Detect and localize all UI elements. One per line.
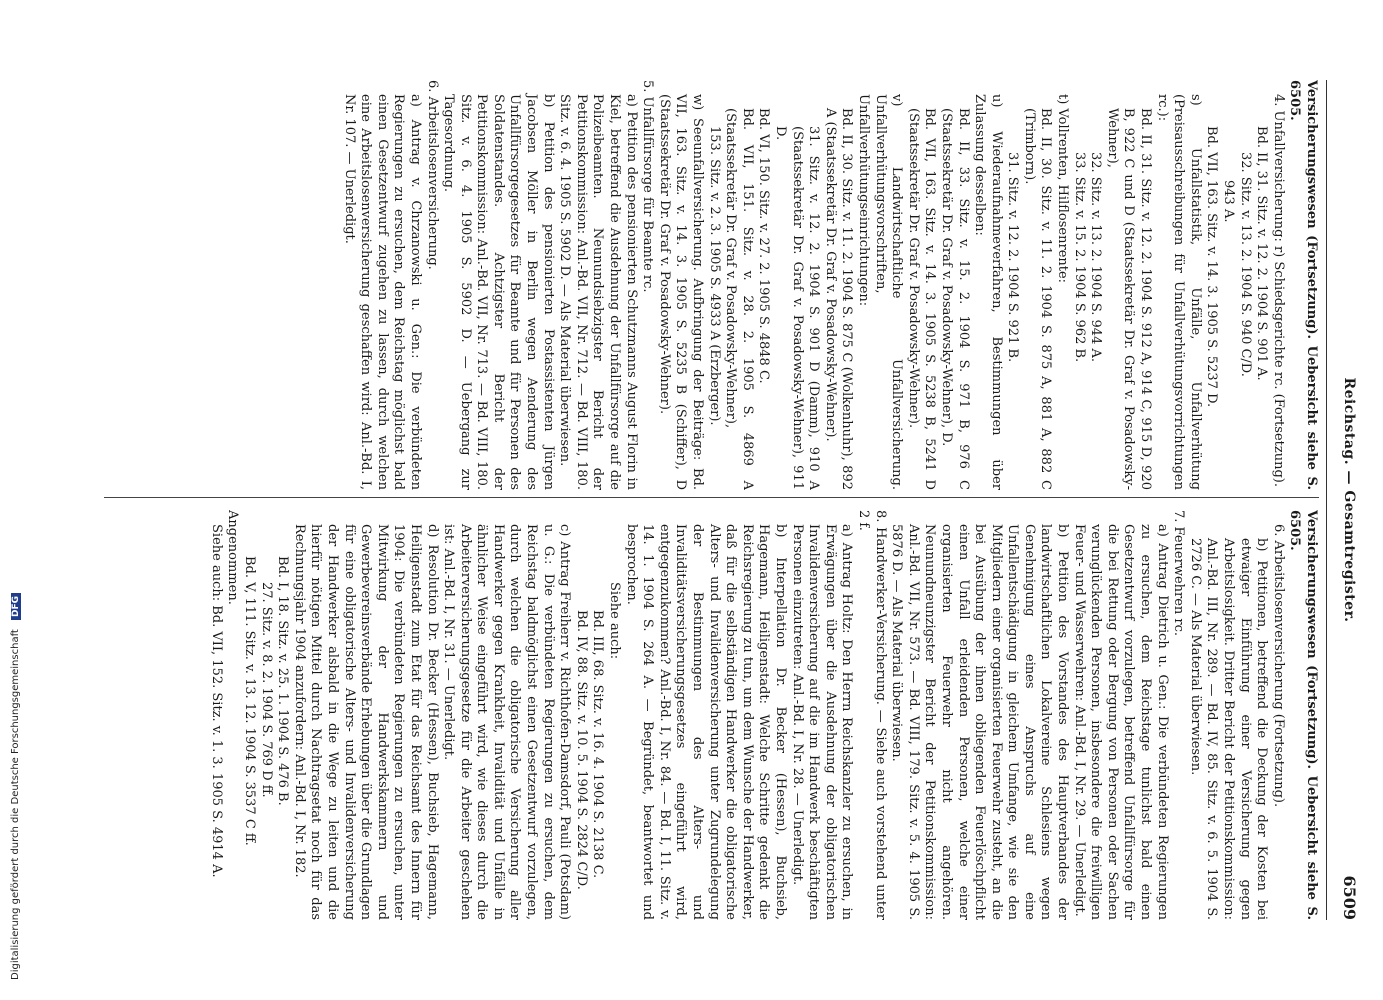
- register-entry: a) Petition des pensionierten Schutzmanns August Florin in Kiel, betreffend die Ausdehnung der Unfallfürsorge auf die Polizeibeamten. Neunundsiebzigster Bericht der Petitionskommission: Anl.-Bd. VII, Nr. 712. — Bd. VIII, 180. Sitz. v. 6. 4. 1905 S. 5902 D. — Als Material überwiesen.: [557, 94, 639, 490]
- register-entry: 32. Sitz. v. 13. 2. 1904 S. 940 C/D.: [1237, 152, 1253, 377]
- register-entry: a) Antrag Holtz: Den Herrn Reichskanzler zu ersuchen, in Erwägungen über die Ausdehnung der obligatorischen Invalidenversicherung auf die im Handwerk beschäftigten Personen einzutreten: Anl.-Bd. I, Nr. 28. — Unerledigt.: [789, 524, 855, 920]
- page-number: 6509: [1340, 875, 1359, 920]
- left-column: [89, 80, 1319, 490]
- register-entry: 7. Feuerwehren rc.: [1171, 510, 1187, 637]
- register-entry: Bd. I, 18. Sitz. v. 25. 1. 1904 S. 476 B.: [275, 556, 291, 806]
- register-entry: a) Antrag v. Chrzanowski u. Gen.: Die verbündeten Regierungen zu ersuchen, dem Reichstag möglichst bald einen Gesetzentwurf zugehen zu lassen, durch welchen eine Arbeitslosenversicherung geschaffen wird: Anl.-Bd. I, Nr. 107. — Unerledigt.: [341, 94, 423, 490]
- register-entry: v) Landwirtschaftliche Unfallversicherung. Unfallverhütungsvorschriften, Unfallverhütungseinrichtungen:: [855, 94, 905, 490]
- running-head: [1333, 80, 1363, 920]
- register-entry: 4. Unfallversicherung: r) Schiedsgerichte rc. (Fortsetzung).: [1270, 94, 1286, 487]
- register-entry: Versicherungswesen (Fortsetzung). Uebersicht siehe S. 6505.: [1287, 510, 1319, 920]
- register-entry: Bd. VII, 163. Sitz. v. 14. 3. 1905 S. 5237 D.: [1204, 126, 1220, 408]
- register-entry: Bd. II, 31. Sitz. v. 12. 2. 1904 S. 912 A, 914 C, 915 D, 920 B, 922 C und D (Staatssekretär Dr. Graf v. Posadowsky-Wehner),: [1104, 108, 1154, 490]
- column-divider: [104, 497, 1319, 498]
- register-entry: a) Antrag Dietrich u. Gen.: Die verbündeten Regierungen zu ersuchen, dem Reichstage tunlichst bald einen Gesetzentwurf vorzulegen, betreffend Unfallfürsorge für die bei Rettung oder Bergung von Personen oder Sachen verunglückenden Personen, insbesondere die freiwilligen Feuer- und Wasserwehren: Anl.-Bd. I, Nr. 29. — Unerledigt.: [1071, 524, 1170, 920]
- register-entry: Angenommen.: [225, 510, 241, 605]
- register-entry: Bd. IV, 88. Sitz. v. 10. 5. 1904 S. 2824 C/D.: [573, 610, 589, 890]
- register-entry: Bd. VI, 150. Sitz. v. 27. 2. 1905 S. 4848 C.: [756, 108, 772, 384]
- register-entry: 31. Sitz. v. 12. 2. 1904 S. 901 D (Damm), 910 A (Staatssekretär Dr. Graf v. Posadowsky-Wehner), 911 D.: [773, 126, 822, 490]
- register-entry: 33. Sitz. v. 15. 2. 1904 S. 962 B.: [1071, 152, 1087, 363]
- register-entry: Bd. V, 111. Sitz. v. 13. 12. 1904 S. 3537 C ff.: [242, 556, 257, 846]
- register-entry: 27. Sitz. v. 8. 2. 1904 S. 769 D ff.: [258, 582, 274, 798]
- register-entry: 943 A.: [1221, 180, 1237, 223]
- register-entry: b) Petition des Vorstandes des Hauptverbandes der landwirtschaftlichen Lokalvereine Schlesiens wegen Genehmigung eines Anspruchs auf eine Unfallentschädigung in gleichem Umfange, wie sie den Mitgliedern einer organisierten Feuerwehr zusteht, an die bei Ausübung der ihnen obliegenden Feuerlöschpflicht einen Unfall erleidenden Personen, welche einer organisierten Feuerwehr nicht angehören. Neunundneunzigster Bericht der Petitionskommission: Anl.-Bd. VII, Nr. 573. — Bd. VIII, 179. Sitz. v. 5. 4. 1905 S. 5876 D. — Als Material überwiesen.: [889, 524, 1071, 920]
- footer-credit-text: Digitalisierung gefördert durch die Deutsche Forschungsgemeinschaft: [10, 629, 21, 980]
- register-entry: Bd. II, 30. Sitz. v. 11. 2. 1904 S. 875 A, 881 A, 882 C (Trimborn).: [1021, 108, 1054, 490]
- register-entry: Bd. II, 33. Sitz. v. 15. 2. 1904 S. 971 B, 976 C (Staatssekretär Dr. Graf v. Posadowsky-Wehner), D.: [938, 108, 971, 490]
- register-entry: 153. Sitz. v. 2. 3. 1905 S. 4933 A (Erzberger).: [706, 126, 722, 426]
- register-entry: Siehe auch:: [607, 582, 623, 660]
- register-entry: w) Seeunfallversicherung. Aufbringung der Beiträge: Bd. VII, 163. Sitz. v. 14. 3. 1905 S. 5235 B (Schiffer), D (Staatssekretär Dr. Graf v. Posadowsky-Wehner).: [656, 94, 706, 490]
- register-entry: 6. Arbeitslosenversicherung (Fortsetzung).: [1270, 524, 1286, 808]
- register-entry: 8. Handwerker-Versicherung. — Siehe auch vorstehend unter 2 f.: [855, 510, 888, 920]
- register-entry: Bd. VII, 163. Sitz. v. 14. 3. 1905 S. 5238 B, 5241 D (Staatssekretär Dr. Graf v. Posadowsky-Wehner).: [905, 108, 938, 490]
- dfg-logo: DFG: [11, 593, 21, 620]
- register-entry: 5. Unfallfürsorge für Beamte rc.: [640, 80, 656, 293]
- register-entry: 32. Sitz. v. 13. 2. 1904 S. 944 A.: [1088, 152, 1104, 363]
- register-entry: b) Interpellation Dr. Becker (Hessen), Buchsieb, Hagemann, Heiligenstadt: Welche Schritte gedenkt die Reichsregierung zu tun, um dem Wunsche der Handwerker, daß für die selbständigen Handwerker die obligatorische Alters- und Invalidenversicherung unter Zugrundelegung der Bestimmungen des Alters- und Invaliditätsversicherungsgesetzes eingeführt wird, entgegenzukommen? Anl.-Bd. I, Nr. 84. — Bd. I, 11. Sitz. v. 14. 1. 1904 S. 264 A. — Begründet, beantwortet und besprochen.: [623, 524, 788, 920]
- register-entry: u) Wiederaufnahmeverfahren, Bestimmungen über Zulassung desselben:: [972, 94, 1004, 490]
- register-entry: d) Resolution Dr. Becker (Hessen), Buchsieb, Hagemann, Heiligenstadt zum Etat für das Reichsamt des Innern für 1904: Die verbündeten Regierungen zu ersuchen, unter Mitwirkung der Handwerkskammern und Gewerbevereinsverbände Erhebungen über die Grundlagen für eine obligatorische Alters- und Invalidenversicherung der Handwerker alsbald in die Wege zu leiten und die hierfür nötigen Mittel durch Nachtragsetat noch für das Rechnungsjahr 1904 anzufordern: Anl.-Bd. I, Nr. 182.: [291, 524, 440, 920]
- register-entry: Versicherungswesen (Fortsetzung). Uebersicht siehe S. 6505.: [1287, 80, 1319, 490]
- right-column: [89, 510, 1319, 920]
- register-entry: t) Vollrenten, Hilflosenrente:: [1055, 94, 1071, 284]
- register-entry: 6. Arbeitslosenversicherung.: [424, 80, 440, 270]
- register-entry: Bd. II, 31. Sitz. v. 12. 2. 1904 S. 901 A.: [1254, 126, 1270, 381]
- register-entry: Bd. III, 68. Sitz. v. 16. 4. 1904 S. 2138 C.: [590, 610, 606, 879]
- register-entry: Siehe auch: Bd. VII, 152. Sitz. v. 1. 3. 1905 S. 4914 A.: [208, 524, 224, 878]
- register-entry: s) Unfallstatistik, Unfälle, Unfallverhütung (Preisausschreibungen für Unfallverhütungsvorrichtungen rc.):: [1154, 94, 1203, 490]
- register-entry: c) Antrag Freiherr v. Richthofen-Damsdorf, Pauli (Potsdam) u. G.: Die verbündeten Regierungen zu ersuchen, dem Reichstag baldmöglichst einen Gesetzentwurf vorzulegen, durch welchen die obligatorische Versicherung aller Handwerker gegen Krankheit, Invalidität und Unfälle in ähnlicher Weise eingeführt wird, wie dieses durch die Arbeiterversicherungsgesetze für die Arbeiter geschehen ist: Anl.-Bd. I, Nr. 31. — Unerledigt.: [441, 524, 573, 920]
- register-entry: Bd. VII, 151. Sitz. v. 28. 2. 1905 S. 4869 A (Staatssekretär Dr. Graf v. Posadowsky-Wehner),: [723, 108, 755, 490]
- register-entry: b) Petitionen, betreffend die Deckung der Kosten bei etwaiger Einführung einer Versicherung gegen Arbeitslosigkeit. Dritter Bericht der Petitionskommission: Anl.-Bd. III, Nr. 289. — Bd. IV, 85. Sitz. v. 6. 5. 1904 S. 2726 C. — Als Material überwiesen.: [1187, 538, 1270, 920]
- register-entry: Bd. II, 30. Sitz. v. 11. 2. 1904 S. 875 C (Wolkenhuhr), 892 A (Staatssekretär Dr. Graf v. Posadowsky-Wehner).: [822, 108, 855, 490]
- register-entry: 31. Sitz. v. 12. 2. 1904 S. 921 B.: [1005, 152, 1021, 363]
- header-rule: [1326, 80, 1327, 920]
- running-head-title: Reichstag. — Gesamtregister.: [1341, 377, 1357, 623]
- register-entry: b) Petition des pensionierten Postassistenten Jürgen Jacobsen Möller in Berlin wegen Aenderung des Unfallfürsorgegesetzes für Beamte und für Personen des Soldatenstandes. Achtzigster Bericht der Petitionskommission: Anl.-Bd. VII, Nr. 713. — Bd. VIII, 180. Sitz. v. 6. 4. 1905 S. 5902 D. — Uebergang zur Tagesordnung.: [441, 94, 556, 490]
